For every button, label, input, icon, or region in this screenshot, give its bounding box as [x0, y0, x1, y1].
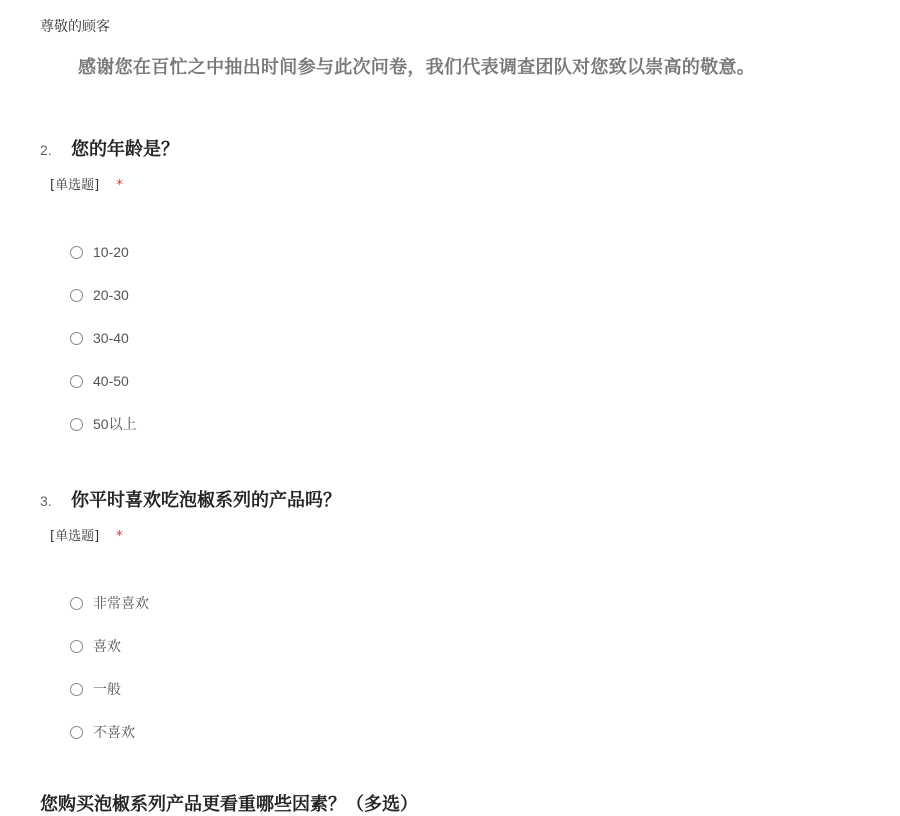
option-neutral[interactable] [70, 679, 121, 699]
radio-button[interactable] [70, 418, 83, 431]
question-number: 2. [40, 142, 52, 158]
required-mark: * [116, 529, 123, 544]
option-label: 10-20 [93, 244, 129, 260]
option-age-50-plus[interactable] [70, 414, 137, 434]
required-mark: * [116, 178, 123, 193]
option-label: 20-30 [93, 287, 129, 303]
question-2-type [50, 174, 123, 193]
survey-intro: 感谢您在百忙之中抽出时间参与此次问卷，我们代表调查团队对您致以崇高的敬意。 [78, 57, 756, 78]
radio-button[interactable] [70, 375, 83, 388]
option-label: 不喜欢 [93, 724, 135, 740]
radio-button[interactable] [70, 726, 83, 739]
question-3-title [40, 486, 341, 512]
option-label: 50以上 [93, 416, 137, 432]
question-type-label: [单选题] [50, 529, 100, 544]
option-like[interactable] [70, 636, 121, 656]
question-type-label: [单选题] [50, 178, 100, 193]
question-text: 你平时喜欢吃泡椒系列的产品吗？ [71, 490, 341, 511]
option-label: 40-50 [93, 373, 129, 389]
option-age-30-40[interactable] [70, 328, 129, 348]
radio-button[interactable] [70, 640, 83, 653]
option-label: 非常喜欢 [93, 595, 149, 611]
question-2-title [40, 135, 179, 161]
radio-button[interactable] [70, 332, 83, 345]
radio-button[interactable] [70, 597, 83, 610]
option-label: 一般 [93, 681, 121, 697]
option-dislike[interactable] [70, 722, 135, 742]
question-3-type [50, 525, 123, 544]
option-age-40-50[interactable] [70, 371, 129, 391]
question-text: 您的年龄是？ [71, 139, 179, 160]
option-like-very[interactable] [70, 593, 149, 613]
question-4-title: 您购买泡椒系列产品更看重哪些因素？（多选） [40, 794, 418, 815]
option-age-20-30[interactable] [70, 285, 129, 305]
radio-button[interactable] [70, 246, 83, 259]
option-age-10-20[interactable] [70, 242, 129, 262]
question-number: 3. [40, 493, 52, 509]
radio-button[interactable] [70, 683, 83, 696]
radio-button[interactable] [70, 289, 83, 302]
option-label: 30-40 [93, 330, 129, 346]
survey-greeting: 尊敬的顾客 [40, 19, 110, 35]
option-label: 喜欢 [93, 638, 121, 654]
